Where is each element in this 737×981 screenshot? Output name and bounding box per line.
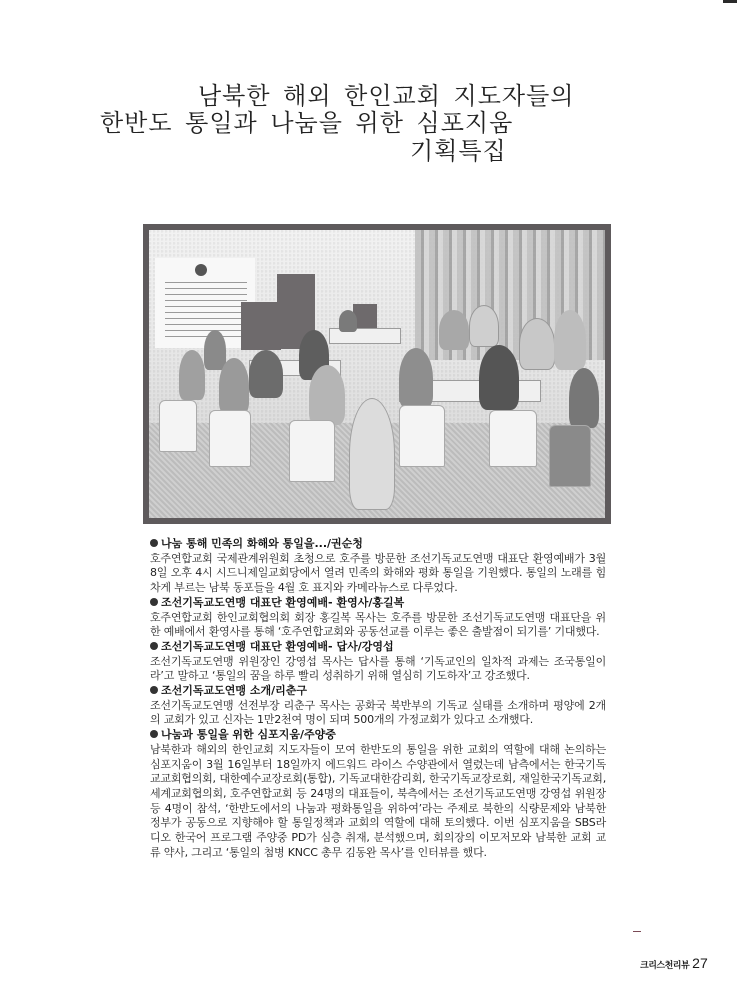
section-heading-text: 조선기독교도연맹 대표단 환영예배- 답사/강영섭 (161, 639, 394, 653)
article-section (150, 728, 606, 860)
section-heading (150, 537, 606, 552)
title-line-3: 기획특집 (410, 137, 507, 165)
photo-person (469, 305, 499, 347)
section-heading-text: 나눔과 통일을 위한 심포지움/주양중 (161, 728, 336, 742)
section-paragraph: 호주연합교회 국제관계위원회 초청으로 호주를 방문한 조선기독교도연맹 대표단 환영예배가 3월 8일 오후 4시 시드니제일교회당에서 열려 민족의 화해와 평화 통일을 기원했다. 통일의 노래를 힘차게 부르는 남북 동포들을 4월 호 표지와 카메라뉴스로 다루었다. (150, 551, 606, 595)
section-heading-text: 조선기독교도연맹 소개/리춘구 (161, 684, 307, 698)
section-paragraph: 호주연합교회 한인교회협의회 회장 홍길복 목사는 호주를 방문한 조선기독교도연맹 대표단을 위한 예배에서 환영사를 통해 ‘호주연합교회와 공동선교를 이루는 좋은 출발점이 되기를’ 기대했다. (150, 610, 606, 639)
article-section (150, 596, 606, 640)
photo-wall-banner (155, 258, 255, 348)
photo-person (554, 310, 586, 370)
bullet-icon (150, 642, 158, 650)
photo-wall-panel (241, 302, 281, 350)
scan-artifact (723, 0, 737, 3)
bullet-icon (150, 539, 158, 547)
photo-person (439, 310, 469, 350)
section-paragraph: 조선기독교도연맹 위원장인 강영섭 목사는 답사를 통해 ‘기독교인의 일차적 과제는 조국통일이라’고 말하고 ‘통일의 꿈을 하루 빨리 성취하기 위해 열심히 기도하자’고 강조했다. (150, 654, 606, 683)
title-line-2: 한반도 통일과 나눔을 위한 심포지움 (100, 109, 514, 137)
photo-person (399, 348, 433, 408)
bullet-icon (150, 598, 158, 606)
magazine-name: 크리스천리뷰 (640, 961, 690, 971)
title-line-1: 남북한 해외 한인교회 지도자들의 (198, 82, 575, 110)
photo-person (569, 368, 599, 428)
article-section (150, 684, 606, 728)
section-paragraph: 남북한과 해외의 한인교회 지도자들이 모여 한반도의 통일을 위한 교회의 역할에 대해 논의하는 심포지움이 3월 16일부터 18일까지 에드워드 라이스 수양관에서 열렸는데 남측에서는 한국기독교교회협의회, 대한예수교장로회(통합), 기독교대한감리회, 한국기독교장로회, 재일한국기독교회, 세계교회협의회, 호주연합교회 등 24명의 대표들이, 북측에서는 조선기독교도연맹 강영섭 위원장 등 4명이 참석, ‘한반도에서의 나눔과 평화통일을 위하여’라는 주제로 북한의 식량문제와 남북한 정부가 공동으로 지향해야 할 통일정책과 교회의 역할에 대해 토의했다. 이번 심포지움을 SBS라디오 한국어 프로그램 주양중 PD가 심층 취재, 분석했으며, 회의장의 이모저모와 남북한 교회 교류 약사, 그리고 ‘통일의 첨병 KNCC 총무 김동완 목사’를 인터뷰를 했다. (150, 742, 606, 859)
photo-chair (289, 420, 335, 482)
section-paragraph: 조선기독교도연맹 선전부장 리춘구 목사는 공화국 북반부의 기독교 실태를 소개하며 평양에 2개의 교회가 있고 신자는 1만2천여 명이 되며 500개의 가정교회가 있다고 소개했다. (150, 698, 606, 727)
photo-person (204, 330, 226, 370)
section-heading (150, 684, 606, 699)
photo-person (309, 365, 345, 425)
photo-person (249, 350, 283, 398)
section-heading (150, 728, 606, 743)
photo-person (479, 345, 519, 410)
section-heading-text: 조선기독교도연맹 대표단 환영예배- 환영사/홍길복 (161, 595, 405, 609)
section-heading (150, 640, 606, 655)
section-heading-text: 나눔 통해 민족의 화해와 통일을.../권순청 (161, 537, 363, 550)
page-footer (640, 953, 708, 972)
article-section (150, 537, 606, 596)
page-number: 27 (692, 955, 708, 971)
photo-chair (209, 410, 251, 467)
article-section (150, 640, 606, 684)
photo-person (519, 318, 555, 370)
scan-artifact (633, 931, 641, 932)
bullet-icon (150, 730, 158, 738)
photo-chair (159, 400, 197, 452)
photo-person (219, 358, 249, 414)
section-heading (150, 596, 606, 611)
photo-chair (489, 410, 537, 467)
photo-person (349, 398, 395, 510)
bullet-icon (150, 686, 158, 694)
article-body (150, 537, 606, 860)
photo-chair (549, 425, 591, 487)
banner-logo-icon (195, 264, 207, 276)
photo-chair (399, 405, 445, 467)
photo-person (339, 310, 357, 332)
banner-text-lines (165, 282, 247, 342)
photo-person (179, 350, 205, 400)
symposium-photo (143, 224, 611, 524)
